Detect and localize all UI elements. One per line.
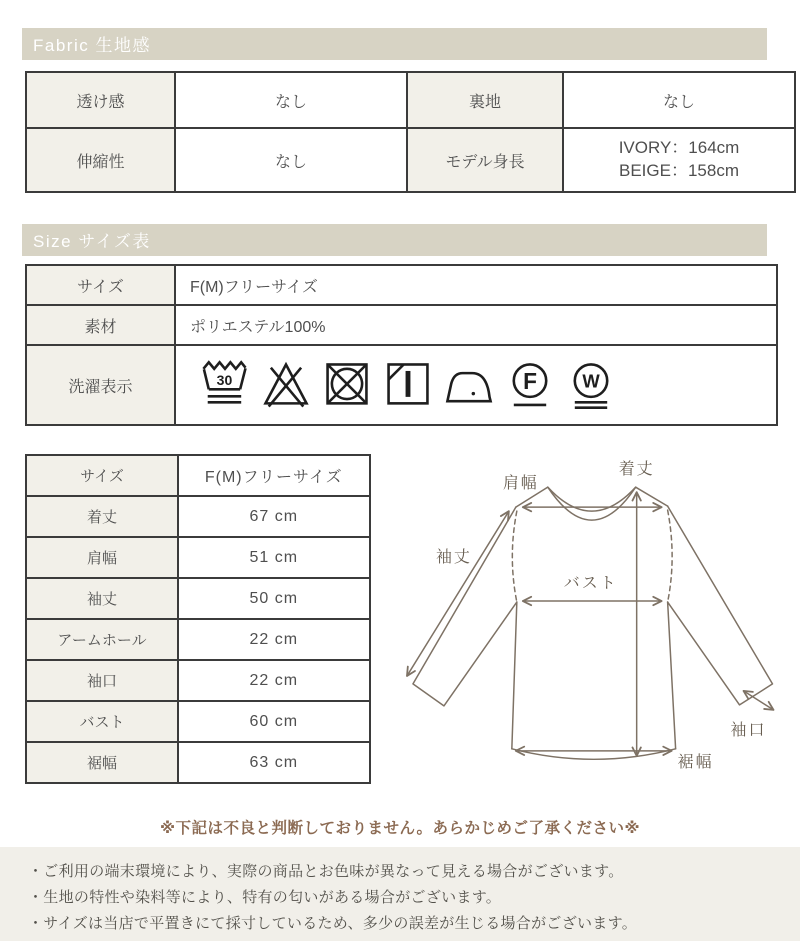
no-bleach-icon [261, 358, 311, 412]
measure-row-hem [26, 742, 370, 783]
diagram-label-sleeve: 袖丈 [435, 549, 472, 567]
measure-value-length: 67 cm [178, 496, 370, 537]
model-height-beige: BEIGE：158cm [619, 161, 739, 180]
measure-value-bust: 60 cm [178, 701, 370, 742]
fabric-value-sheerness: なし [175, 72, 407, 128]
hang-dry-shade-icon [383, 358, 433, 412]
measurement-section [0, 454, 800, 784]
collar-inner-line [547, 487, 635, 520]
fabric-label-sheerness: 透け感 [26, 72, 175, 128]
model-height-ivory: IVORY：164cm [618, 138, 740, 158]
disclaimer-box [0, 847, 800, 941]
fabric-row-stretch [26, 128, 795, 192]
left-sleeve-line [413, 507, 517, 706]
spec-value-care [175, 345, 777, 425]
shirt-measurement-diagram [391, 454, 800, 784]
measure-row-shoulder [26, 537, 370, 578]
measure-label-length: 着丈 [26, 496, 178, 537]
svg-text:F: F [523, 367, 537, 394]
measure-row-bust [26, 701, 370, 742]
spec-row-material [26, 305, 777, 345]
measure-value-cuff: 22 cm [178, 660, 370, 701]
measurement-table [25, 454, 371, 784]
measure-row-sleeve [26, 578, 370, 619]
wash-30-gentle-icon [200, 358, 250, 412]
fabric-label-model-height: モデル身長 [407, 128, 563, 192]
size-section-title: Size サイズ表 [33, 232, 151, 251]
measure-row-length [26, 496, 370, 537]
measure-value-shoulder: 51 cm [178, 537, 370, 578]
spec-row-care [26, 345, 777, 425]
fabric-section-header [22, 28, 767, 60]
left-armhole-dashed [512, 511, 516, 602]
wet-clean-w-icon [566, 358, 616, 412]
svg-text:30: 30 [216, 372, 233, 388]
right-sleeve-line [667, 506, 772, 705]
disclaimer-bullet-2: ・生地の特性や染料等により、特有の匂いがある場合がございます。 [28, 889, 502, 906]
spec-table [25, 264, 778, 426]
no-tumble-dry-icon [322, 358, 372, 412]
diagram-label-cuff: 袖口 [730, 721, 767, 739]
disclaimer-bullet-3: ・サイズは当店で平置きにて採寸しているため、多少の誤差が生じる場合がございます。 [28, 915, 638, 932]
fabric-row-sheerness [26, 72, 795, 128]
svg-text:W: W [582, 370, 600, 392]
sleeve-length-arrow [407, 511, 509, 676]
measure-label-hem: 裾幅 [26, 742, 178, 783]
spec-value-material: ポリエステル100% [175, 305, 777, 345]
dry-clean-f-icon [505, 358, 555, 412]
diagram-label-length: 着丈 [618, 461, 655, 479]
measure-value-armhole: 22 cm [178, 619, 370, 660]
measure-header-label: サイズ [26, 455, 178, 496]
spec-row-size [26, 265, 777, 305]
diagram-label-bust: バスト [563, 575, 618, 593]
body-right-line [667, 602, 675, 749]
fabric-table [25, 71, 796, 193]
measure-label-sleeve: 袖丈 [26, 578, 178, 619]
measure-value-hem: 63 cm [178, 742, 370, 783]
disclaimer-heading: ※下記は不良と判断しておりません。あらかじめご了承ください※ [159, 820, 641, 837]
diagram-label-hem: 裾幅 [677, 753, 714, 771]
fabric-label-lining: 裏地 [407, 72, 563, 128]
disclaimer-bullet-1: ・ご利用の端末環境により、実際の商品とお色味が異なって見える場合がございます。 [28, 863, 624, 880]
spec-label-material: 素材 [26, 305, 175, 345]
diagram-label-shoulder: 肩幅 [502, 475, 539, 493]
spec-value-size: F(M)フリーサイズ [175, 265, 777, 305]
right-armhole-dashed [667, 510, 671, 602]
fabric-value-stretch: なし [175, 128, 407, 192]
measure-label-cuff: 袖口 [26, 660, 178, 701]
measure-label-armhole: アームホール [26, 619, 178, 660]
measure-header-value: F(M)フリーサイズ [178, 455, 370, 496]
care-icons-row [190, 358, 775, 412]
spec-label-care: 洗濯表示 [26, 345, 175, 425]
cuff-arrow [743, 691, 773, 710]
spec-label-size: サイズ [26, 265, 175, 305]
fabric-value-lining: なし [563, 72, 795, 128]
measure-value-sleeve: 50 cm [178, 578, 370, 619]
measure-header-row [26, 455, 370, 496]
fabric-value-model-height [563, 128, 795, 192]
iron-low-icon [444, 358, 494, 412]
measure-label-shoulder: 肩幅 [26, 537, 178, 578]
measure-row-cuff [26, 660, 370, 701]
measure-row-armhole [26, 619, 370, 660]
size-section-header [22, 224, 767, 256]
fabric-label-stretch: 伸縮性 [26, 128, 175, 192]
fabric-section-title: Fabric 生地感 [33, 36, 151, 55]
body-left-line [511, 602, 516, 749]
measure-label-bust: バスト [26, 701, 178, 742]
